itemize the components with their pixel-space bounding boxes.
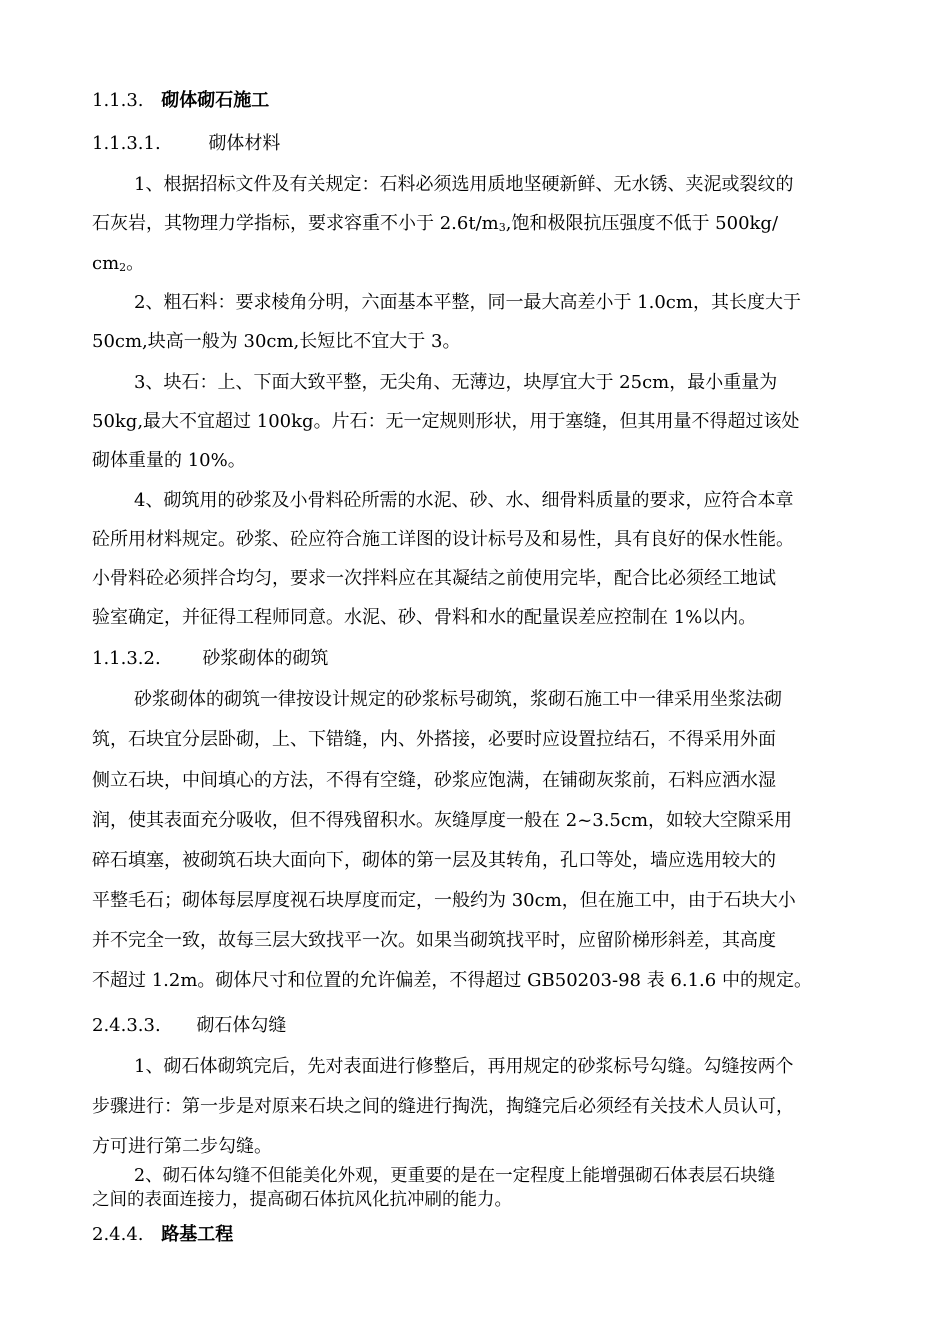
paragraph-line: 1、根据招标文件及有关规定：石料必须选用质地坚硬新鲜、无水锈、夹泥或裂纹的	[134, 174, 794, 195]
paragraph-line: 2、粗石料：要求棱角分明，六面基本平整，同一最大高差小于 1.0cm，其长度大于	[134, 292, 801, 313]
paragraph-line: 之间的表面连接力，提高砌石体抗风化抗冲刷的能力。	[92, 1190, 512, 1210]
paragraph-line: 小骨料砼必须拌合均匀，要求一次拌料应在其凝结之前使用完毕，配合比必须经工地试	[92, 568, 776, 589]
subscript: 3	[498, 221, 506, 234]
paragraph-line: 验室确定，并征得工程师同意。水泥、砂、骨料和水的配量误差应控制在 1%以内。	[92, 607, 757, 628]
paragraph-line: 筑，石块宜分层卧砌，上、下错缝，内、外搭接，必要时应设置拉结石，不得采用外面	[92, 729, 776, 750]
heading-number: 2.4.4.	[92, 1224, 144, 1245]
paragraph-line	[92, 213, 778, 239]
heading-1-1-3-1	[92, 133, 280, 155]
heading-title: 砂浆砌体的砌筑	[202, 648, 329, 669]
text-run: 石灰岩，其物理力学指标，要求容重不小于 2.6t/m	[92, 213, 499, 234]
heading-number: 1.1.3.2.	[92, 648, 161, 669]
paragraph-line: 方可进行第二步勾缝。	[92, 1136, 272, 1157]
heading-number: 2.4.3.3.	[92, 1015, 161, 1036]
heading-title: 路基工程	[161, 1224, 234, 1245]
paragraph-line: 平整毛石；砌体每层厚度视石块厚度而定，一般约为 30cm，但在施工中，由于石块大小	[92, 890, 796, 911]
heading-1-1-3-2	[92, 648, 328, 670]
text-run: ,饱和极限抗压强度不低于 500kg/	[505, 213, 779, 234]
heading-title: 砌体砌石施工	[161, 90, 270, 111]
paragraph-line: 碎石填塞，被砌筑石块大面向下，砌体的第一层及其转角，孔口等处，墙应选用较大的	[92, 850, 776, 871]
paragraph-line: 砌体重量的 10%。	[92, 450, 246, 471]
paragraph-line: 步骤进行：第一步是对原来石块之间的缝进行掏洗，掏缝完后必须经有关技术人员认可，	[92, 1096, 794, 1117]
paragraph-line: 润，使其表面充分吸收，但不得残留积水。灰缝厚度一般在 2~3.5cm，如较大空隙采用	[92, 810, 793, 831]
subscript: 2	[119, 261, 127, 274]
heading-2-4-3-3	[92, 1015, 286, 1037]
paragraph-line: 50cm,块高一般为 30cm,长短比不宜大于 3。	[92, 331, 461, 352]
paragraph-line: 2、砌石体勾缝不但能美化外观，更重要的是在一定程度上能增强砌石体表层石块缝	[134, 1166, 776, 1186]
heading-title: 砌体材料	[208, 133, 281, 154]
paragraph-line: 4、砌筑用的砂浆及小骨料砼所需的水泥、砂、水、细骨料质量的要求，应符合本章	[134, 490, 794, 511]
heading-title: 砌石体勾缝	[196, 1015, 287, 1036]
paragraph-line	[92, 253, 144, 279]
paragraph-line: 不超过 1.2m。砌体尺寸和位置的允许偏差，不得超过 GB50203-98 表 6.1.6 中的规定。	[92, 970, 812, 991]
text-run: cm	[92, 253, 120, 274]
heading-1-1-3	[92, 90, 269, 112]
paragraph-line: 50kg,最大不宜超过 100kg。片石：无一定规则形状，用于塞缝，但其用量不得超过该处	[92, 411, 800, 432]
paragraph-line: 侧立石块，中间填心的方法，不得有空缝，砂浆应饱满，在铺砌灰浆前，石料应洒水湿	[92, 770, 776, 791]
paragraph-line: 1、砌石体砌筑完后，先对表面进行修整后，再用规定的砂浆标号勾缝。勾缝按两个	[134, 1056, 794, 1077]
paragraph-line: 砂浆砌体的砌筑一律按设计规定的砂浆标号砌筑，浆砌石施工中一律采用坐浆法砌	[134, 689, 782, 710]
paragraph-line: 并不完全一致，故每三层大致找平一次。如果当砌筑找平时，应留阶梯形斜差，其高度	[92, 930, 776, 951]
text-run: 。	[126, 253, 145, 274]
heading-number: 1.1.3.	[92, 90, 144, 111]
heading-2-4-4	[92, 1224, 233, 1246]
heading-number: 1.1.3.1.	[92, 133, 161, 154]
paragraph-line: 砼所用材料规定。砂浆、砼应符合施工详图的设计标号及和易性，具有良好的保水性能。	[92, 529, 794, 550]
paragraph-line: 3、块石：上、下面大致平整，无尖角、无薄边，块厚宜大于 25cm，最小重量为	[134, 372, 778, 393]
